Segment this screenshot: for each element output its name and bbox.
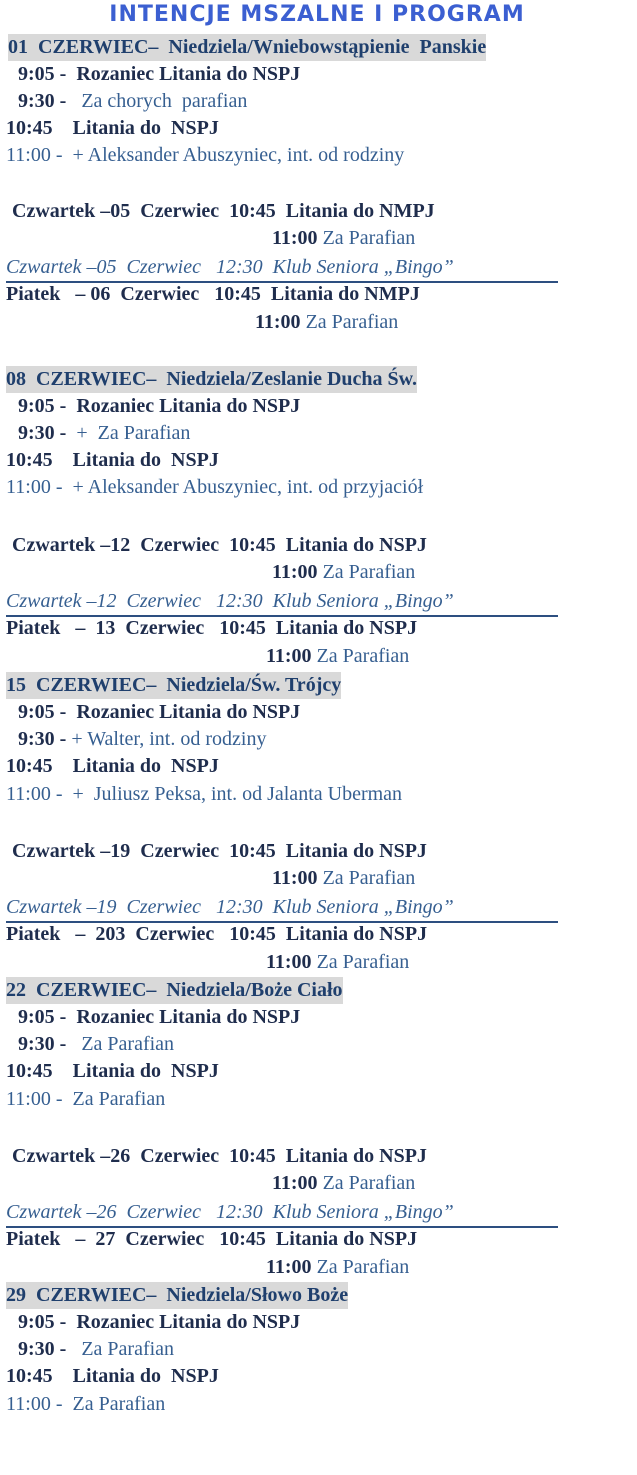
weekday-row: Czwartek –05 Czerwiec 10:45 Litania do NMPJ [12,200,435,222]
mass-text: Za Parafian [62,1088,166,1110]
mass-label: Rozaniec [76,63,155,85]
weekday-row: Piatek – 203 Czerwiec 10:45 Litania do NSPJ [6,923,428,945]
mass-text: Za Parafian [311,645,410,667]
mass-text: Za Parafian [66,1033,175,1055]
mass-row [18,1004,300,1031]
section-header: 01 CZERWIEC– Niedziela/Wniebowstąpienie Panskie [8,34,486,61]
mass-text: Litania do NSPJ [154,1006,301,1028]
mass-time: 11:00 - [6,783,63,805]
mass-time: 10:45 [6,755,53,777]
page-title: INTENCJE MSZALNE I PROGRAM [109,2,525,27]
mass-time: 10:45 [6,1365,53,1387]
mass-row [6,781,402,808]
mass-label: Rozaniec [76,701,155,723]
mass-text: Litania do NSPJ [154,701,301,723]
mass-row [18,393,300,420]
mass-label: Rozaniec [76,1311,155,1333]
mass-text: + Walter, int. od rodziny [66,728,267,750]
mass-row [6,1391,165,1418]
mass-text: Za Parafian [311,1256,410,1278]
mass-text: Litania do NSPJ [154,1311,301,1333]
mass-text: Za Parafian [317,561,416,583]
weekday-row [266,1254,409,1281]
mass-row [6,447,219,474]
club-row: Czwartek –26 Czerwiec 12:30 Klub Seniora „Bingo” [6,1201,454,1223]
mass-time: 9:05 - [18,63,67,85]
mass-time: 11:00 - [6,1088,63,1110]
mass-time: 9:30 - [18,728,67,750]
club-row: Czwartek –19 Czerwiec 12:30 Klub Seniora „Bingo” [6,896,454,918]
mass-time: 11:00 [255,311,301,333]
mass-time: 11:00 [266,645,312,667]
weekday-row: Czwartek –19 Czerwiec 10:45 Litania do NSPJ [12,840,427,862]
mass-time: 11:00 - [6,476,63,498]
mass-text: Za Parafian [317,1172,416,1194]
mass-row [18,1031,174,1058]
mass-text: + Juliusz Peksa, int. od Jalanta Uberman [62,783,403,805]
mass-text: Litania do NSPJ [154,63,301,85]
weekday-row [266,949,409,976]
weekday-row [272,559,415,586]
mass-row [18,88,247,115]
mass-time: 9:30 - [18,1338,67,1360]
club-row: Czwartek –12 Czerwiec 12:30 Klub Seniora „Bingo” [6,590,454,612]
mass-text: Za Parafian [66,1338,175,1360]
mass-time: 9:05 - [18,1006,67,1028]
section-header: 15 CZERWIEC– Niedziela/Św. Trójcy [6,672,341,699]
mass-time: 11:00 [272,1172,318,1194]
mass-text: Za Parafian [62,1393,166,1415]
mass-row [6,142,404,169]
mass-time: 11:00 [266,951,312,973]
mass-time: 11:00 [272,561,318,583]
mass-row [18,61,300,88]
weekday-row: Piatek – 06 Czerwiec 10:45 Litania do NMPJ [6,283,420,305]
mass-time: 11:00 [272,227,318,249]
weekday-row: Piatek – 13 Czerwiec 10:45 Litania do NSPJ [6,617,418,639]
mass-time: 9:05 - [18,701,67,723]
mass-row [18,1336,174,1363]
mass-row [6,1058,219,1085]
mass-text: Litania do NSPJ [72,449,219,471]
mass-time: 10:45 [6,449,53,471]
mass-row [6,474,423,501]
mass-time: 11:00 - [6,144,63,166]
weekday-row: Piatek – 27 Czerwiec 10:45 Litania do NSPJ [6,1228,418,1250]
mass-row [18,699,300,726]
mass-time: 11:00 [266,1256,312,1278]
mass-row [6,1363,219,1390]
section-header: 29 CZERWIEC– Niedziela/Słowo Boże [6,1282,348,1309]
mass-text: Litania do NSPJ [72,117,219,139]
mass-text: Za Parafian [317,227,416,249]
mass-label: Rozaniec [76,1006,155,1028]
mass-text: Za Parafian [317,867,416,889]
mass-text: Za chorych parafian [66,90,248,112]
weekday-row [272,1170,415,1197]
club-row: Czwartek –05 Czerwiec 12:30 Klub Seniora „Bingo” [6,256,454,278]
weekday-row: Czwartek –26 Czerwiec 10:45 Litania do NSPJ [12,1145,427,1167]
mass-time: 11:00 - [6,1393,63,1415]
mass-label: Rozaniec [76,395,155,417]
mass-time: 9:30 - [18,90,67,112]
mass-text: Litania do NSPJ [154,395,301,417]
weekday-row [255,309,398,336]
mass-time: 9:05 - [18,395,67,417]
mass-text: Litania do NSPJ [72,1060,219,1082]
mass-text: Za Parafian [311,951,410,973]
mass-time: 11:00 [272,867,318,889]
weekday-row [272,865,415,892]
mass-row [18,726,266,753]
mass-text: + Aleksander Abuszyniec, int. od przyjaciół [62,476,424,498]
mass-text: Za Parafian [300,311,399,333]
weekday-row [272,225,415,252]
mass-row [18,420,190,447]
mass-time: 9:30 - [18,1033,67,1055]
mass-time: 10:45 [6,1060,53,1082]
mass-time: 9:05 - [18,1311,67,1333]
weekday-row: Czwartek –12 Czerwiec 10:45 Litania do NSPJ [12,534,427,556]
weekday-row [266,643,409,670]
section-header: 22 CZERWIEC– Niedziela/Boże Ciało [6,977,343,1004]
mass-row [6,1086,165,1113]
mass-time: 9:30 - [18,422,67,444]
mass-time: 10:45 [6,117,53,139]
mass-row [6,115,219,142]
mass-row [6,753,219,780]
mass-row [18,1309,300,1336]
mass-text: + Za Parafian [66,422,191,444]
mass-text: Litania do NSPJ [72,755,219,777]
section-header: 08 CZERWIEC– Niedziela/Zeslanie Ducha Św. [6,366,417,393]
mass-text: Litania do NSPJ [72,1365,219,1387]
mass-text: + Aleksander Abuszyniec, int. od rodziny [62,144,405,166]
